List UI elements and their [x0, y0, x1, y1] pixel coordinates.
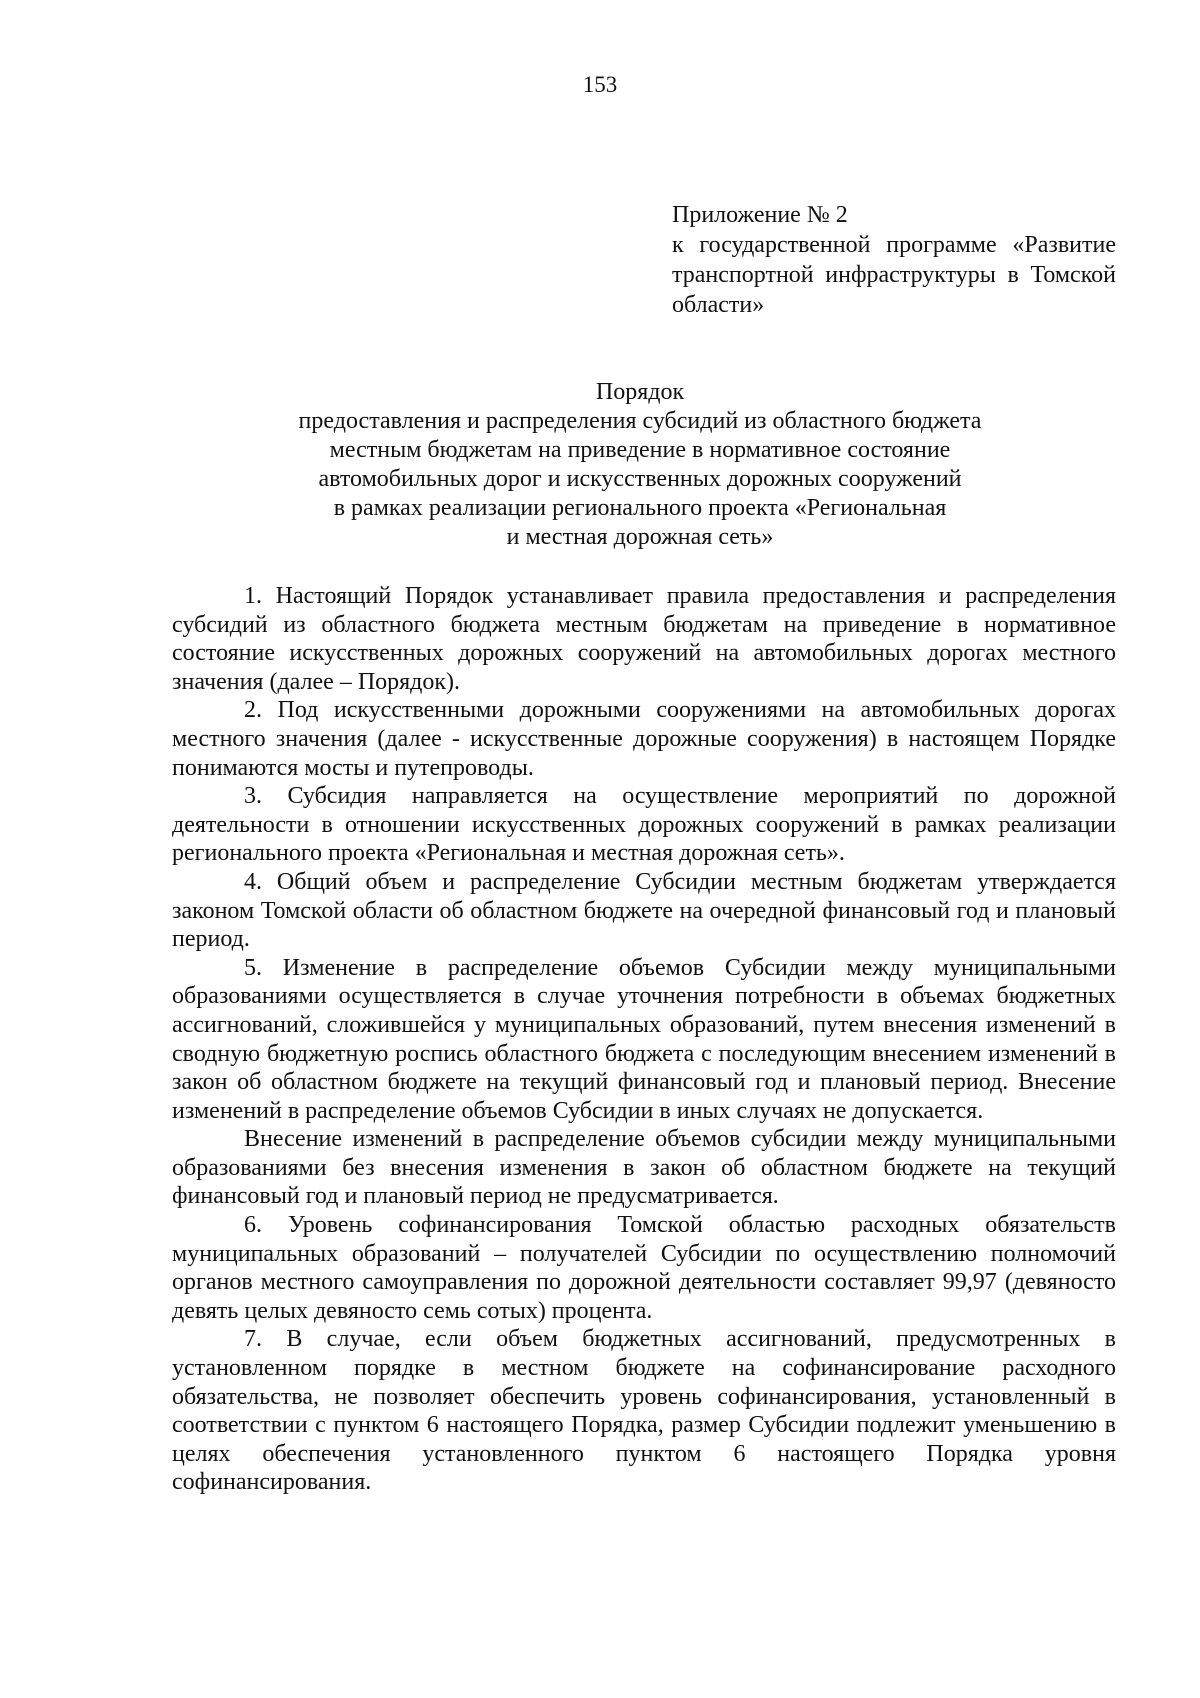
page-number: 153	[582, 72, 618, 97]
title-heading: Порядок	[595, 379, 685, 405]
title-line: местным бюджетам на приведение в нормативное состояние	[329, 437, 951, 463]
paragraph-6: 6. Уровень софинансирования Томской областью расходных обязательств муниципальных образований – получателей Субсидии по осуществлению полномочий органов местного самоуправления по дорожной деятельности составляет 99,97 (девяносто девять целых девяносто семь сотых) процента.	[172, 1212, 1116, 1324]
appendix-reference: к государственной программе «Развитие транспортной инфраструктуры в Томской области»	[672, 232, 1116, 318]
title-line: и местная дорожная сеть»	[506, 524, 774, 550]
paragraph-7: 7. В случае, если объем бюджетных ассигнований, предусмотренных в установленном порядке в местном бюджете на софинансирование расходного обязательства, не позволяет обеспечить уровень софинансирования, установленный в соответствии с пунктом 6 настоящего Порядка, размер Субсидии подлежит уменьшению в целях обеспечения установленного пунктом 6 настоящего Порядка уровня софинансирования.	[172, 1326, 1116, 1496]
document-body	[172, 582, 1116, 1497]
document-title	[0, 378, 1200, 552]
paragraph-5-continued: Внесение изменений в распределение объемов субсидии между муниципальными образованиями без внесения изменения в закон об областном бюджете на текущий финансовый год и плановый период не предусматривается.	[172, 1126, 1116, 1210]
appendix-number: Приложение № 2	[672, 202, 848, 228]
title-line: в рамках реализации регионального проекта «Региональная	[333, 495, 947, 521]
paragraph-4: 4. Общий объем и распределение Субсидии местным бюджетам утверждается законом Томской области об областном бюджете на очередной финансовый год и плановый период.	[172, 868, 1116, 953]
title-line: предоставления и распределения субсидий из областного бюджета	[298, 408, 982, 434]
title-line: автомобильных дорог и искусственных дорожных сооружений	[318, 466, 962, 492]
paragraph-2: 2. Под искусственными дорожными сооружениями на автомобильных дорогах местного значения (далее - искусственные дорожные сооружения) в настоящем Порядке понимаются мосты и путепроводы.	[172, 697, 1116, 781]
appendix-note	[672, 200, 1116, 320]
paragraph-5: 5. Изменение в распределение объемов Субсидии между муниципальными образованиями осуществляется в случае уточнения потребности в объемах бюджетных ассигнований, сложившейся у муниципальных образований, путем внесения изменений в сводную бюджетную роспись областного бюджета с последующим внесением изменений в закон об областном бюджете на текущий финансовый год и плановый период. Внесение изменений в распределение объемов Субсидии в иных случаях не допускается.	[172, 954, 1116, 1124]
paragraph-3: 3. Субсидия направляется на осуществление мероприятий по дорожной деятельности в отношении искусственных дорожных сооружений в рамках реализации регионального проекта «Региональная и местная дорожная сеть».	[172, 783, 1116, 867]
paragraph-1: 1. Настоящий Порядок устанавливает правила предоставления и распределения субсидий из областного бюджета местным бюджетам на приведение в нормативное состояние искусственных дорожных сооружений на автомобильных дорогах местного значения (далее – Порядок).	[172, 583, 1116, 695]
